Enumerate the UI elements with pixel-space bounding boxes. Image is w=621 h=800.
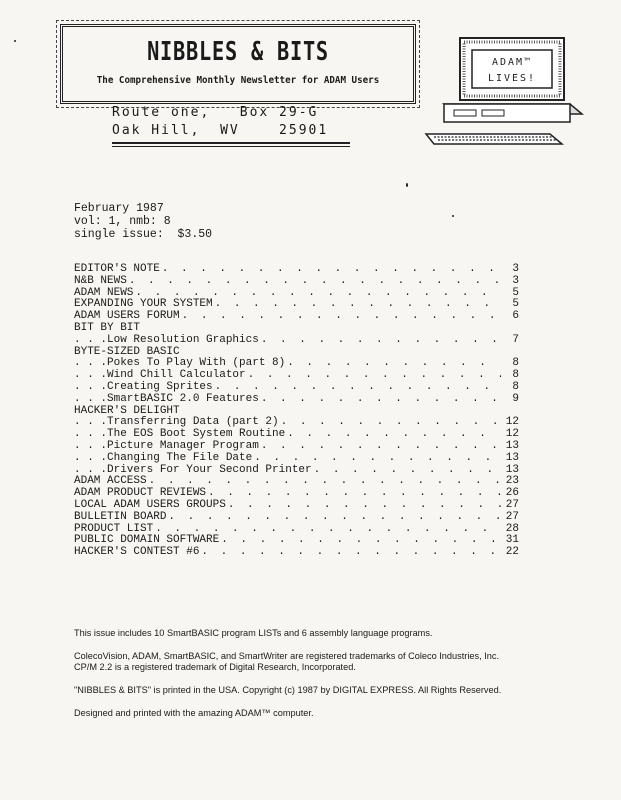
toc-entry <box>74 547 519 559</box>
toc-entry-title: . . .Creating Sprites <box>74 380 213 393</box>
toc-entry-title: N&B NEWS <box>74 274 127 287</box>
footer-notes <box>74 628 594 731</box>
toc-entry-page: 5 <box>512 298 519 311</box>
toc-entry-title: BYTE-SIZED BASIC <box>74 345 180 358</box>
issue-info <box>74 202 212 241</box>
toc-entry-page: 9 <box>512 392 519 405</box>
toc-entry <box>74 453 519 465</box>
toc-entry-title: ADAM PRODUCT REVIEWS <box>74 487 207 500</box>
toc-leader-dots <box>261 335 501 347</box>
newsletter-subtitle: The Comprehensive Monthly Newsletter for ADAM Users <box>96 75 380 86</box>
toc-entry-title: LOCAL ADAM USERS GROUPS <box>74 498 226 511</box>
toc-entry <box>74 335 519 347</box>
keyboard <box>426 134 562 144</box>
toc-leader-dots <box>168 512 501 524</box>
toc-entry-title: PUBLIC DOMAIN SOFTWARE <box>74 534 220 547</box>
masthead-box <box>60 24 416 104</box>
toc-leader-dots <box>261 394 501 406</box>
drive-slot-2 <box>482 110 504 116</box>
toc-entry-title: ADAM ACCESS <box>74 475 147 488</box>
toc-entry-page: 12 <box>505 428 519 441</box>
toc-entry-page: 6 <box>512 310 519 323</box>
copyright-text: "NIBBLES & BITS" is printed in the USA. Copyright (c) 1987 by DIGITAL EXPRESS. All Rights Reserved. <box>74 685 502 695</box>
address-line-1: Route one, Box 29-G <box>112 105 319 120</box>
toc-entry-page: 28 <box>505 522 519 535</box>
screen-line-2: LIVES! <box>487 73 537 84</box>
toc-leader-dots <box>281 417 501 429</box>
toc-entry-title: . . .Changing The File Date <box>74 451 253 464</box>
address-rule-thin <box>112 146 350 147</box>
note-programs <box>74 628 594 639</box>
toc-entry <box>74 441 519 453</box>
toc-entry-title: . . .SmartBASIC 2.0 Features <box>74 392 259 405</box>
toc-entry-page: 7 <box>512 333 519 346</box>
toc-entry <box>74 382 519 394</box>
trademark-note-line-1: ColecoVision, ADAM, SmartBASIC, and SmartWriter are registered trademarks of Coleco Industries, Inc. <box>74 651 500 661</box>
address-rule-thick <box>112 142 350 144</box>
mailing-address <box>112 104 328 140</box>
note-trademarks <box>74 651 594 673</box>
toc-entry-page: 23 <box>505 475 519 488</box>
trademark-note-line-2: CP/M 2.2 is a registered trademark of Digital Research, Incorporated. <box>74 662 356 672</box>
toc-entry-page: 22 <box>505 546 519 559</box>
toc-leader-dots <box>221 535 501 547</box>
toc-entry-title: ADAM NEWS <box>74 286 134 299</box>
toc-entry-title: HACKER'S CONTEST #6 <box>74 546 200 559</box>
toc-leader-dots <box>228 500 501 512</box>
toc-leader-dots <box>129 276 501 288</box>
toc-entry-title: BULLETIN BOARD <box>74 510 167 523</box>
toc-entry-page: 3 <box>512 274 519 287</box>
toc-leader-dots <box>215 382 501 394</box>
toc-leader-dots <box>314 465 501 477</box>
toc-entry-title: . . .Wind Chill Calculator <box>74 369 246 382</box>
toc-leader-dots <box>208 488 501 500</box>
toc-entry-page: 27 <box>505 510 519 523</box>
toc-entry <box>74 264 519 276</box>
toc-entry <box>74 311 519 323</box>
speck <box>406 183 408 187</box>
toc-entry <box>74 512 519 524</box>
toc-leader-dots <box>287 429 501 441</box>
toc-leader-dots <box>182 311 501 323</box>
toc-entry-page: 8 <box>512 380 519 393</box>
adam-computer-illustration <box>420 30 600 150</box>
toc-entry-page: 26 <box>505 487 519 500</box>
toc-entry-page: 27 <box>505 498 519 511</box>
toc-entry-page: 3 <box>512 263 519 275</box>
toc-entry-title: EXPANDING YOUR SYSTEM <box>74 298 213 311</box>
toc-leader-dots <box>162 264 501 276</box>
toc-entry-page: 13 <box>505 451 519 464</box>
toc-entry <box>74 394 519 406</box>
toc-entry-page: 8 <box>512 369 519 382</box>
note-copyright <box>74 685 594 696</box>
toc-entry-title: . . .Drivers For Your Second Printer <box>74 463 312 476</box>
toc-entry-title: . . .Picture Manager Program <box>74 439 259 452</box>
speck <box>452 215 454 217</box>
issue-price: single issue: $3.50 <box>74 228 213 241</box>
toc-leader-dots <box>215 299 501 311</box>
toc-leader-dots <box>261 441 501 453</box>
drive-slot-1 <box>454 110 476 116</box>
toc-leader-dots <box>201 547 501 559</box>
toc-leader-dots <box>287 358 501 370</box>
toc-entry-title: EDITOR'S NOTE <box>74 263 160 275</box>
toc-entry-page: 13 <box>505 439 519 452</box>
toc-entry-page: 13 <box>505 463 519 476</box>
programs-note-text: This issue includes 10 SmartBASIC program LISTs and 6 assembly language programs. <box>74 628 433 638</box>
table-of-contents <box>74 264 519 559</box>
toc-entry-title: ADAM USERS FORUM <box>74 310 180 323</box>
toc-entry-title: . . .Pokes To Play With (part 8) <box>74 357 286 370</box>
toc-entry-title: BIT BY BIT <box>74 321 141 334</box>
toc-entry <box>74 500 519 512</box>
issue-date: February 1987 <box>74 202 164 215</box>
issue-volume: vol: 1, nmb: 8 <box>74 215 171 228</box>
toc-entry-title: HACKER'S DELIGHT <box>74 404 180 417</box>
screen-line-1: ADAM™ <box>491 57 533 68</box>
toc-entry-title: . . .The EOS Boot System Routine <box>74 428 286 441</box>
toc-entry <box>74 276 519 288</box>
toc-entry-title: . . .Transferring Data (part 2) <box>74 416 279 429</box>
toc-leader-dots <box>254 453 501 465</box>
toc-entry-title: PRODUCT LIST <box>74 522 154 535</box>
toc-leader-dots <box>248 370 501 382</box>
toc-entry-page: 31 <box>505 534 519 547</box>
speck <box>14 40 16 42</box>
toc-entry-title: . . .Low Resolution Graphics <box>74 333 259 346</box>
designed-text: Designed and printed with the amazing ADAM™ computer. <box>74 708 314 718</box>
note-designed <box>74 708 594 719</box>
toc-entry <box>74 323 519 335</box>
toc-entry-page: 8 <box>512 357 519 370</box>
toc-entry-page: 12 <box>505 416 519 429</box>
newsletter-title: NIBBLES & BITS <box>147 37 329 67</box>
toc-entry-page: 5 <box>512 286 519 299</box>
address-line-2: Oak Hill, WV 25901 <box>112 123 329 138</box>
